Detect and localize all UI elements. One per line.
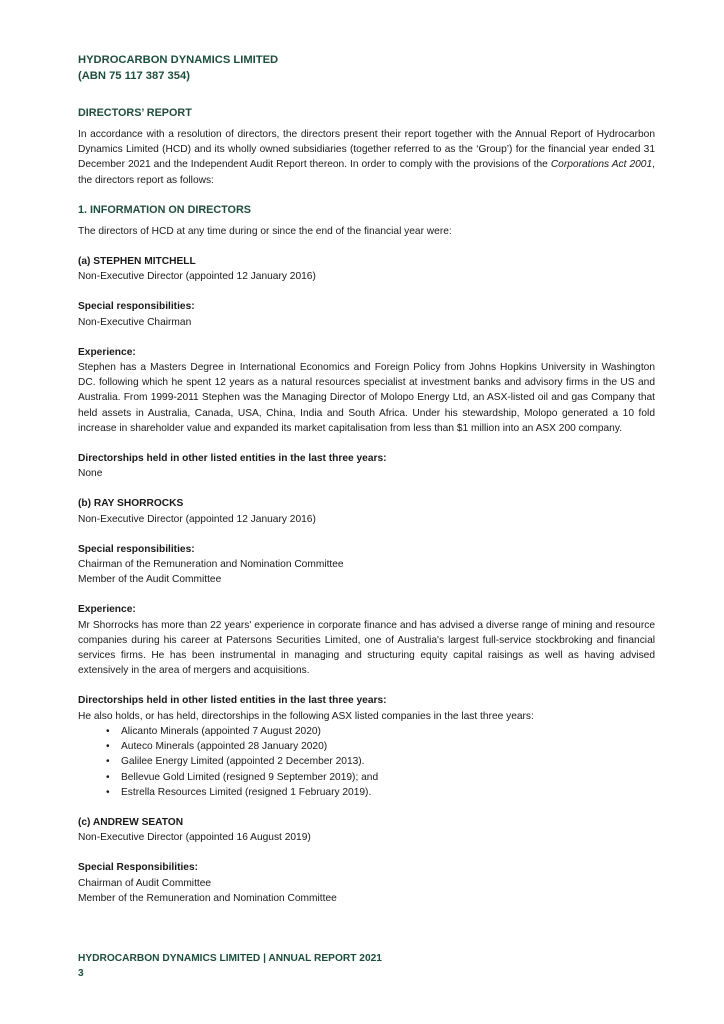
- list-item: • Galilee Energy Limited (appointed 2 December 2013).: [106, 754, 655, 769]
- footer-text: HYDROCARBON DYNAMICS LIMITED | ANNUAL REPORT 2021: [78, 953, 382, 964]
- intro-text-pre: In accordance with a resolution of directors, the directors present their report together with the Annual Report of Hydrocarbon Dynamics Limited (HCD) and its wholly owned subsidiaries (together referred to as the ‘Group’) for the financial year ended 31 December 2021 and the Independent Audit Report thereon. In order to comply with the provisions of the: [78, 129, 655, 171]
- intro-paragraph: [78, 127, 655, 188]
- director-a-exp-text: Stephen has a Masters Degree in International Economics and Foreign Policy from Johns Hopkins University in Washington DC. following which he spent 12 years as a natural resources specialist at investment banks and advisory firms in the US and Australia. From 1999-2011 Stephen was the Managing Director of Molopo Energy Ltd, an ASX-listed oil and gas Company that held assets in Australia, Canada, USA, China, India and South Africa. Under his stewardship, Molopo generated a 10 fold increase in shareholder value and expanded its market capitalisation from less than $1 million into an ASX 200 company.: [78, 362, 655, 434]
- director-c-role: Non-Executive Director (appointed 16 August 2019): [78, 832, 311, 844]
- list-item: • Bellevue Gold Limited (resigned 9 September 2019); and: [106, 770, 655, 785]
- director-c-resp-label: Special Responsibilities:: [78, 862, 199, 874]
- list-item: • Alicanto Minerals (appointed 7 August 2020): [106, 724, 655, 739]
- page-number: 3: [78, 968, 84, 979]
- director-a-name: (a) STEPHEN MITCHELL: [78, 256, 196, 268]
- page-footer: [78, 951, 655, 981]
- director-c-name: (c) ANDREW SEATON: [78, 816, 184, 828]
- director-c-resp-line: Member of the Remuneration and Nomination Committee: [78, 892, 337, 904]
- section-1-lead: The directors of HCD at any time during or since the end of the financial year were:: [78, 225, 452, 237]
- director-a-exp-label: Experience:: [78, 346, 136, 358]
- report-title: DIRECTORS’ REPORT: [78, 107, 192, 119]
- director-a-resp-label: Special responsibilities:: [78, 301, 195, 313]
- director-b-name: (b) RAY SHORROCKS: [78, 498, 184, 510]
- director-b-directorship-list: [78, 724, 655, 800]
- director-b-dir-label: Directorships held in other listed entities in the last three years:: [78, 695, 387, 707]
- section-1-heading: 1. INFORMATION ON DIRECTORS: [78, 203, 251, 216]
- intro-text-post: , the directors report as follows:: [78, 159, 655, 186]
- director-b-resp-line: Member of the Audit Committee: [78, 574, 222, 586]
- director-a-dir-text: None: [78, 468, 103, 480]
- director-b-resp-label: Special responsibilities:: [78, 543, 195, 555]
- director-b-exp-label: Experience:: [78, 604, 136, 616]
- list-item: • Auteco Minerals (appointed 28 January 2020): [106, 739, 655, 754]
- director-c-resp-line: Chairman of Audit Committee: [78, 877, 212, 889]
- list-item: • Estrella Resources Limited (resigned 1 February 2019).: [106, 785, 655, 800]
- director-b-exp-text: Mr Shorrocks has more than 22 years' experience in corporate finance and has advised a diverse range of mining and resource companies during his career at Patersons Securities Limited, one of Australia's largest full-service stockbroking and financial services firms. He has been instrumental in managing and structuring equity capital raisings as well as having advised extensively in the area of mergers and acquisitions.: [78, 619, 655, 677]
- director-b-role: Non-Executive Director (appointed 12 January 2016): [78, 513, 316, 525]
- director-a-dir-label: Directorships held in other listed entities in the last three years:: [78, 453, 387, 465]
- page-content: [78, 52, 655, 906]
- director-b-dir-text: He also holds, or has held, directorships in the following ASX listed companies in the last three years:: [78, 710, 534, 722]
- company-name: HYDROCARBON DYNAMICS LIMITED: [78, 54, 279, 66]
- company-abn: (ABN 75 117 387 354): [78, 70, 190, 82]
- intro-act-name: Corporations Act 2001: [550, 159, 653, 171]
- director-a-role: Non-Executive Director (appointed 12 January 2016): [78, 271, 316, 283]
- director-b-resp-line: Chairman of the Remuneration and Nomination Committee: [78, 559, 344, 571]
- director-a-resp-line: Non-Executive Chairman: [78, 316, 192, 328]
